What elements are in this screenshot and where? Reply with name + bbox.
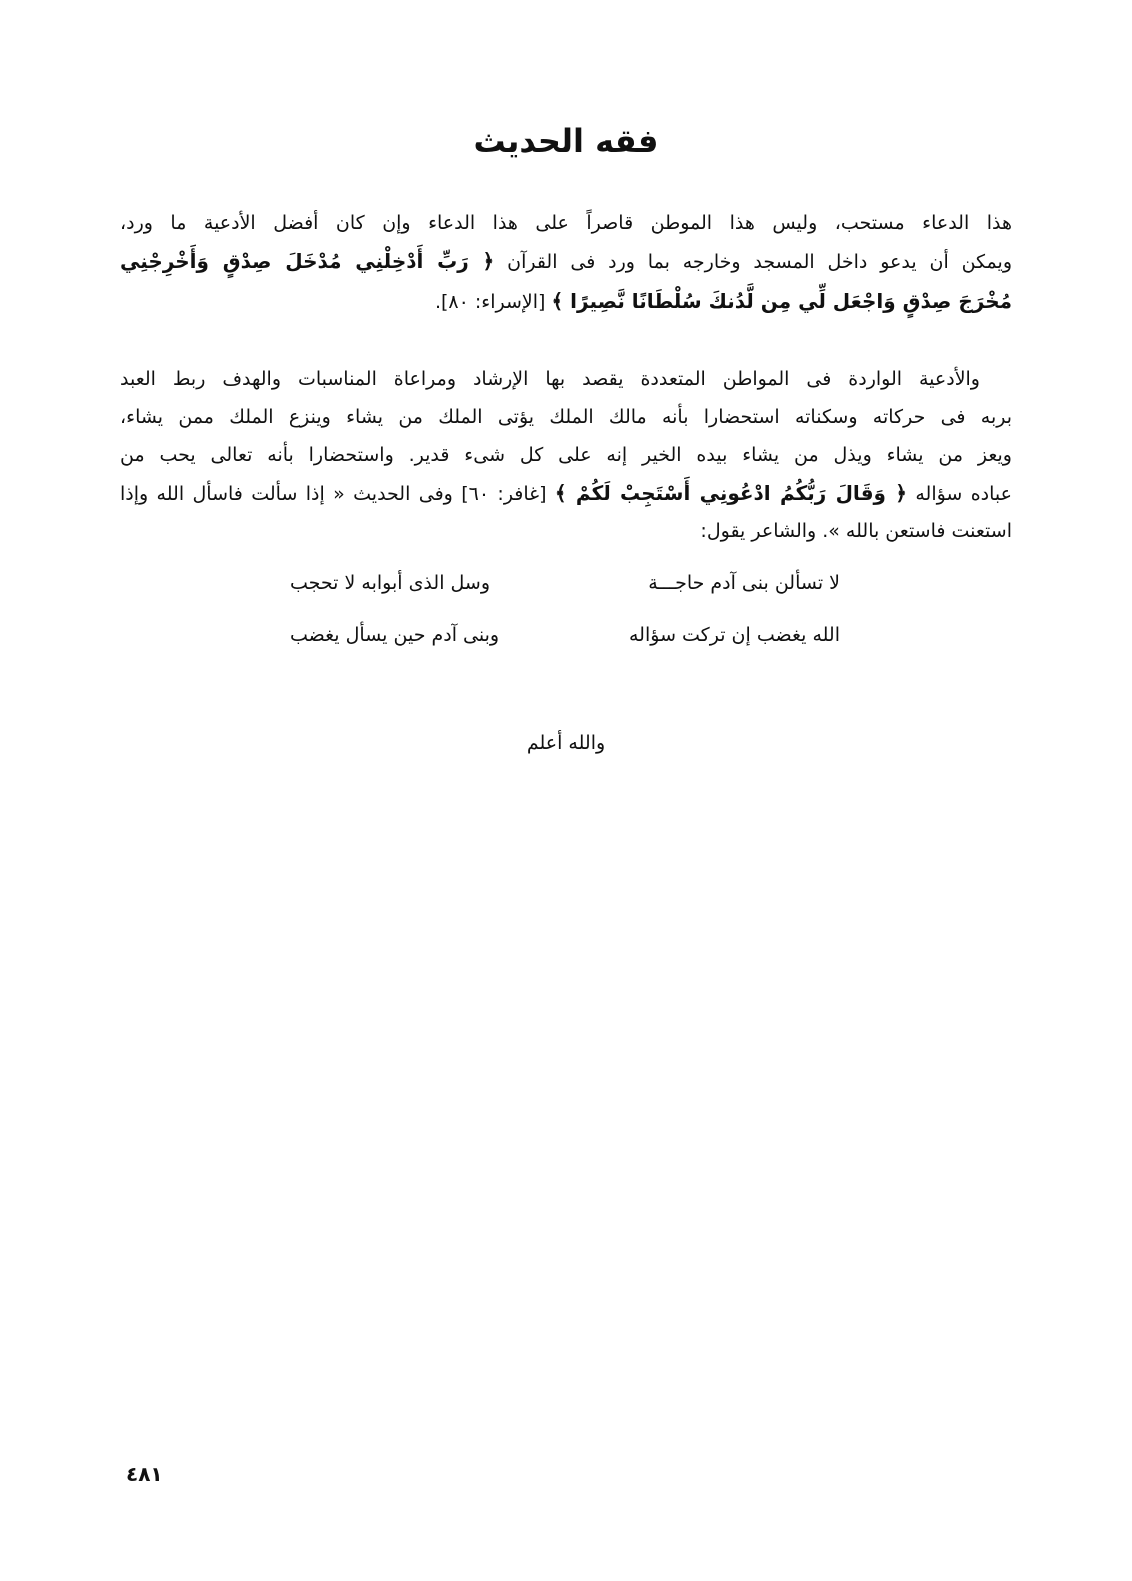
text-line: [120, 286, 1012, 317]
poem-hemistich-second: وسل الذى أبوابه لا تحجب: [290, 572, 491, 594]
text-span: ويمكن أن يدعو داخل المسجد وخارجه بما ورد فى القرآن: [507, 251, 1012, 273]
text-span: [غافر: ٦٠] وفى الحديث « إذا سألت فاسأل الله وإذا: [120, 483, 547, 505]
quran-verse: ﴿ وَقَالَ رَبُّكُمُ ادْعُونِي أَسْتَجِبْ لَكُمْ ﴾: [554, 481, 907, 505]
text-line: ويعز من يشاء ويذل من يشاء بيده الخير إنه على كل شىء قدير. واستحضارا بأنه تعالى يحب من: [120, 444, 1012, 466]
text-line: بربه فى حركاته وسكناته استحضارا بأنه مالك الملك يؤتى الملك من يشاء وينزع الملك ممن يشاء،: [120, 406, 1012, 428]
poem-hemistich-second: وبنى آدم حين يسأل يغضب: [290, 624, 500, 646]
text-span: عباده سؤاله: [915, 483, 1012, 505]
closing-phrase: والله أعلم: [526, 732, 606, 754]
poem-hemistich-first: لا تسألن بنى آدم حاجـــة: [648, 572, 840, 594]
verse-reference: [الإسراء: ٨٠].: [434, 291, 546, 313]
page-number: ٤٨١: [126, 1462, 163, 1486]
poem-hemistich-first: الله يغضب إن تركت سؤاله: [629, 624, 840, 646]
quran-verse: مُخْرَجَ صِدْقٍ وَاجْعَل لِّي مِن لَّدُنكَ سُلْطَانًا نَّصِيرًا ﴾: [551, 289, 1012, 313]
text-line: هذا الدعاء مستحب، وليس هذا الموطن قاصراً على هذا الدعاء وإن كان أفضل الأدعية ما ورد،: [120, 212, 1012, 234]
page-title: فقه الحديث: [473, 122, 659, 160]
quran-verse: ﴿ رَبِّ أَدْخِلْنِي مُدْخَلَ صِدْقٍ وَأَخْرِجْنِي: [120, 249, 495, 273]
text-line: [120, 478, 1012, 509]
text-line: [120, 246, 1012, 277]
text-line: استعنت فاستعن بالله ». والشاعر يقول:: [700, 520, 1012, 542]
text-line: والأدعية الواردة فى المواطن المتعددة يقصد بها الإرشاد ومراعاة المناسبات والهدف ربط العبد: [120, 368, 980, 390]
